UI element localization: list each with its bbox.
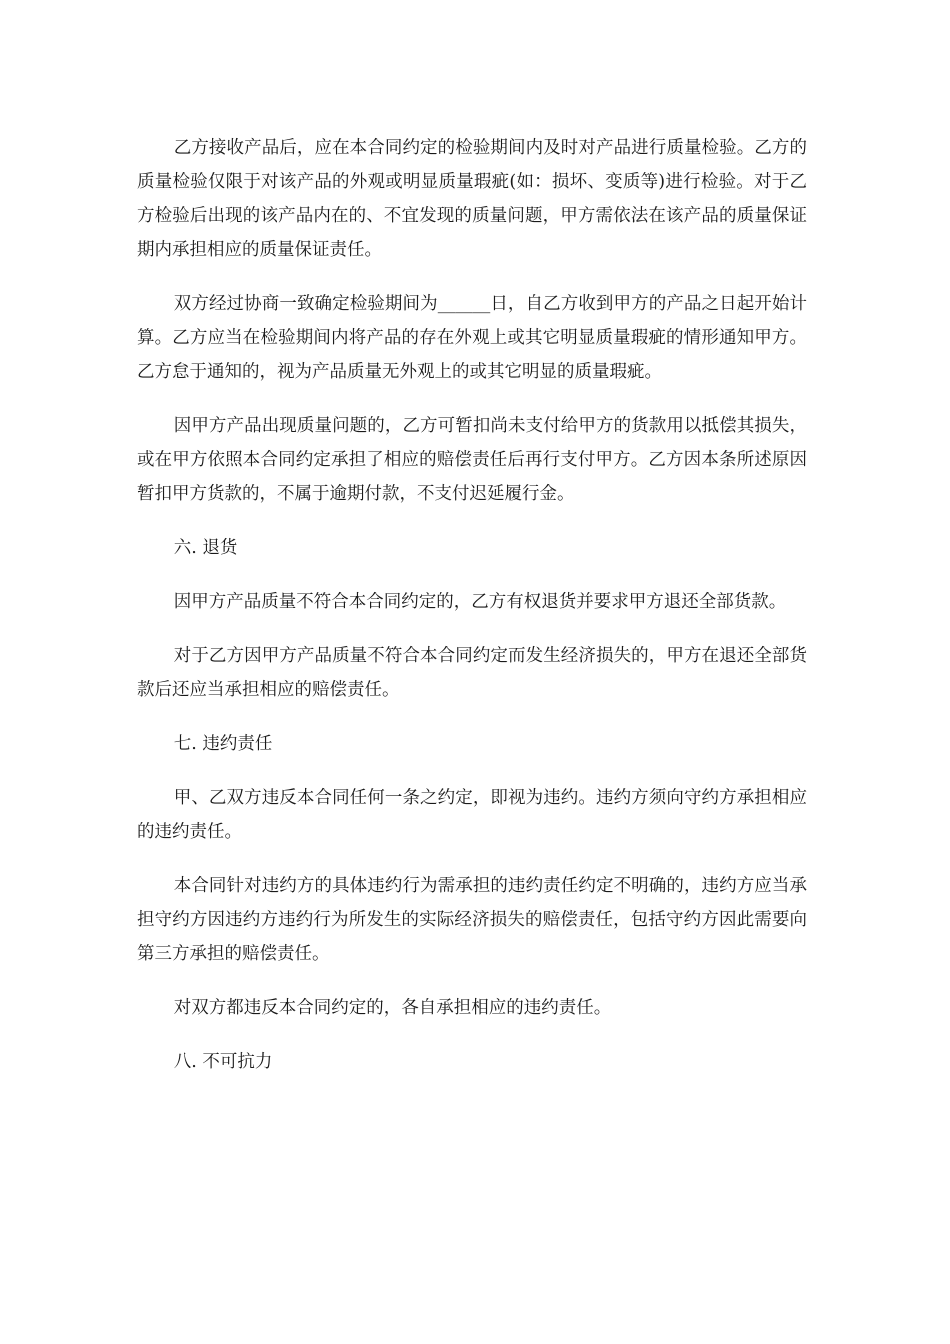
- section-heading-force-majeure: 八. 不可抗力: [173, 1052, 273, 1072]
- paragraph-breach-liability: 本合同针对违约方的具体违约行为需承担的违约责任约定不明确的，违约方应当承担守约方因违约方违约行为所发生的实际经济损失的赔偿责任，包括守约方因此需要向第三方承担的赔偿责任。: [137, 876, 807, 964]
- paragraph-breach-definition: 甲、乙双方违反本合同任何一条之约定，即视为违约。违约方须向守约方承担相应的违约责任。: [137, 788, 807, 842]
- paragraph-return-right: 因甲方产品质量不符合本合同约定的，乙方有权退货并要求甲方退还全部货款。: [173, 592, 787, 612]
- paragraph-return-compensation: 对于乙方因甲方产品质量不符合本合同约定而发生经济损失的，甲方在退还全部货款后还应当承担相应的赔偿责任。: [137, 646, 807, 700]
- section-heading-breach: 七. 违约责任: [173, 734, 273, 754]
- paragraph-mutual-breach: 对双方都违反本合同约定的，各自承担相应的违约责任。: [173, 998, 612, 1018]
- section-heading-returns: 六. 退货: [173, 538, 238, 558]
- paragraph-inspection-scope: 乙方接收产品后，应在本合同约定的检验期间内及时对产品进行质量检验。乙方的质量检验仅限于对该产品的外观或明显质量瑕疵(如：损坏、变质等)进行检验。对于乙方检验后出现的该产品内在的、不宜发现的质量问题，甲方需依法在该产品的质量保证期内承担相应的质量保证责任。: [137, 138, 807, 260]
- paragraph-payment-withholding: 因甲方产品出现质量问题的，乙方可暂扣尚未支付给甲方的货款用以抵偿其损失，或在甲方依照本合同约定承担了相应的赔偿责任后再行支付甲方。乙方因本条所述原因暂扣甲方货款的，不属于逾期付款，不支付迟延履行金。: [137, 416, 807, 504]
- paragraph-inspection-period: 双方经过协商一致确定检验期间为______日，自乙方收到甲方的产品之日起开始计算。乙方应当在检验期间内将产品的存在外观上或其它明显质量瑕疵的情形通知甲方。乙方怠于通知的，视为产品质量无外观上的或其它明显的质量瑕疵。: [137, 294, 807, 382]
- document-body: [137, 131, 807, 1099]
